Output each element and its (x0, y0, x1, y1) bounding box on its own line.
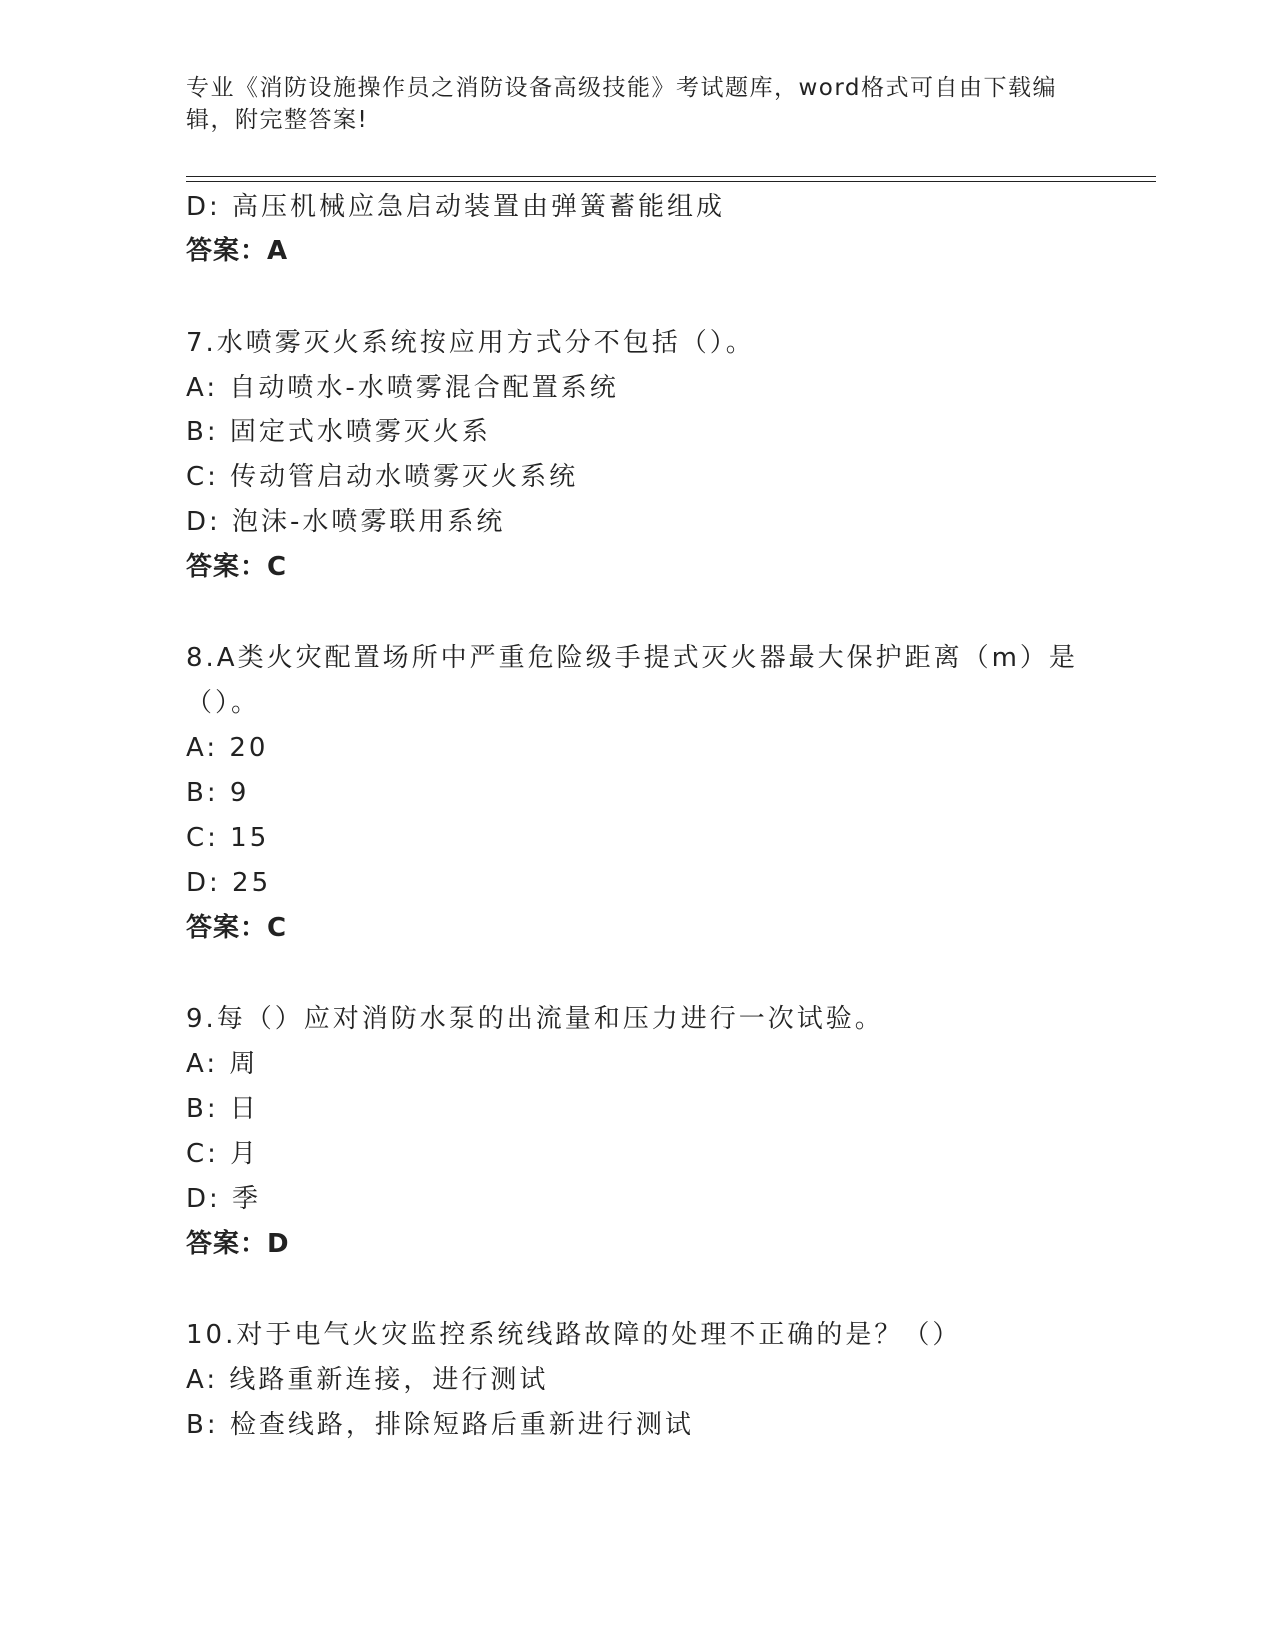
q8-answer: 答案：C (186, 913, 288, 943)
q9-option-c: C: 月 (186, 1139, 260, 1169)
q8-stem-line-2: （）。 (186, 688, 261, 718)
header-divider-bottom (186, 181, 1156, 182)
q8-option-c: C: 15 (186, 823, 270, 853)
q8-stem-line-1: 8.A类火灾配置场所中严重危险级手提式灭火器最大保护距离（m）是 (186, 643, 1078, 673)
q8-option-a: A: 20 (186, 733, 269, 763)
prev-answer: 答案：A (186, 236, 289, 266)
q8-option-d: D: 25 (186, 868, 272, 898)
q9-option-d: D: 季 (186, 1184, 262, 1214)
q10-option-a: A: 线路重新连接，进行测试 (186, 1365, 549, 1395)
q7-answer: 答案：C (186, 552, 288, 582)
q7-option-d: D: 泡沫-水喷雾联用系统 (186, 507, 506, 537)
q7-option-a: A: 自动喷水-水喷雾混合配置系统 (186, 373, 619, 403)
q7-option-c: C: 传动管启动水喷雾灭火系统 (186, 462, 579, 492)
q10-option-b: B: 检查线路，排除短路后重新进行测试 (186, 1410, 694, 1440)
q8-option-b: B: 9 (186, 778, 250, 808)
document-header (186, 72, 1066, 136)
prev-option-d: D: 高压机械应急启动装置由弹簧蓄能组成 (186, 192, 726, 222)
q7-stem: 7.水喷雾灭火系统按应用方式分不包括（）。 (186, 328, 755, 358)
q9-stem: 9.每（）应对消防水泵的出流量和压力进行一次试验。 (186, 1004, 884, 1034)
header-divider-top (186, 176, 1156, 177)
q9-answer: 答案：D (186, 1229, 290, 1259)
q7-option-b: B: 固定式水喷雾灭火系 (186, 417, 491, 447)
header-line-1: 专业《消防设施操作员之消防设备高级技能》考试题库，word格式可自由下载编 (186, 75, 1058, 101)
q9-option-b: B: 日 (186, 1094, 259, 1124)
q10-stem: 10.对于电气火灾监控系统线路故障的处理不正确的是？（） (186, 1320, 962, 1350)
header-line-2: 辑，附完整答案! (186, 107, 369, 133)
q9-option-a: A: 周 (186, 1049, 259, 1079)
